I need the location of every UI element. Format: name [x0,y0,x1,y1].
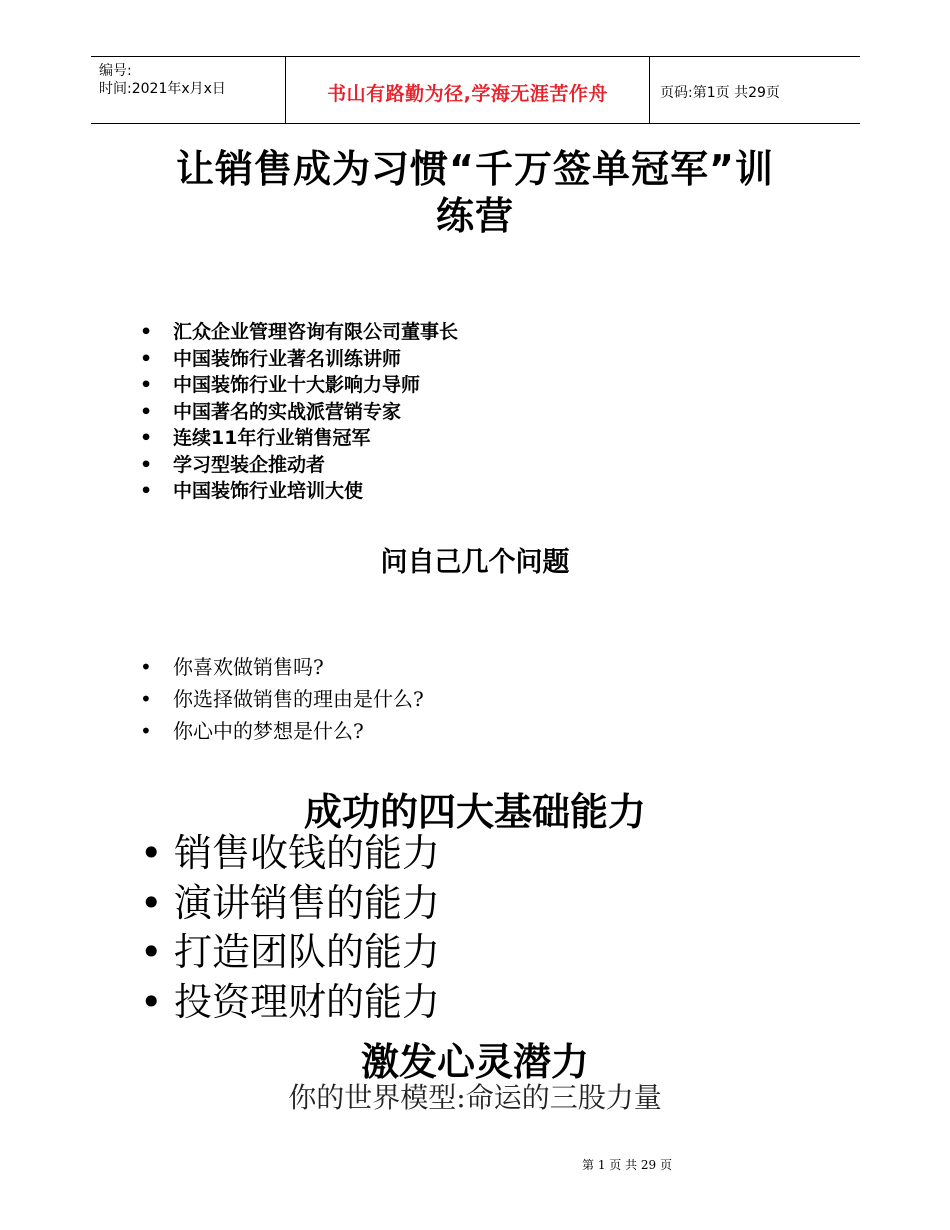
questions-heading: 问自己几个问题 [380,547,570,578]
abilities-list [140,829,440,1027]
list-item: • 汇众企业管理咨询有限公司董事长 [140,319,458,346]
bullet-icon: • [140,453,153,476]
list-item: • 打造团队的能力 [140,928,440,978]
bullet-icon: • [140,427,153,449]
title-line-1: 让销售成为习惯“千万签单冠军”训 [176,147,774,191]
bullet-icon: • [140,687,152,711]
page-footer: 第 1 页 共 29 页 [582,1158,672,1172]
abilities-heading: 成功的四大基础能力 [303,790,646,834]
inspire-subtitle: 你的世界模型:命运的三股力量 [288,1081,662,1114]
list-item: • 中国装饰行业培训大使 [140,478,458,505]
bullet-icon: • [140,321,153,343]
bullet-icon: • [140,930,163,974]
list-item: • 你选择做销售的理由是什么? [140,683,424,715]
time-label: 时间:2021年x月x日 [99,81,226,97]
bullet-icon: • [140,655,152,679]
bullet-icon: • [140,480,153,502]
list-item: • 你喜欢做销售吗? [140,651,424,683]
title-line-2: 练营 [435,194,514,238]
bio-list [140,319,458,505]
list-item: • 中国装饰行业十大影响力导师 [140,372,458,399]
bullet-icon: • [140,979,163,1024]
bullet-icon: • [140,374,153,396]
bullet-icon: • [140,347,153,370]
page-info: 页码:第1页 共29页 [660,85,780,101]
list-item: • 投资理财的能力 [140,978,440,1028]
bullet-icon: • [140,831,163,875]
list-item: • 中国著名的实战派营销专家 [140,399,458,426]
motto-text: 书山有路勤为径,学海无涯苦作舟 [327,83,608,105]
list-item: • 你心中的梦想是什么? [140,715,424,747]
header-table [91,56,860,124]
inspire-heading: 激发心灵潜力 [360,1040,589,1084]
list-item: • 演讲销售的能力 [140,879,440,929]
bullet-icon: • [140,719,152,743]
number-label: 编号: [99,63,132,79]
bullet-icon: • [140,400,153,423]
header-motto-cell [286,57,650,123]
header-meta-cell [91,57,286,123]
list-item: • 学习型装企推动者 [140,452,458,479]
header-page-cell [650,57,860,123]
list-item: • 连续11年行业销售冠军 [140,425,458,452]
list-item: • 销售收钱的能力 [140,829,440,879]
questions-list [140,651,424,747]
bullet-icon: • [140,880,163,925]
list-item: • 中国装饰行业著名训练讲师 [140,346,458,373]
document-title [100,146,850,240]
